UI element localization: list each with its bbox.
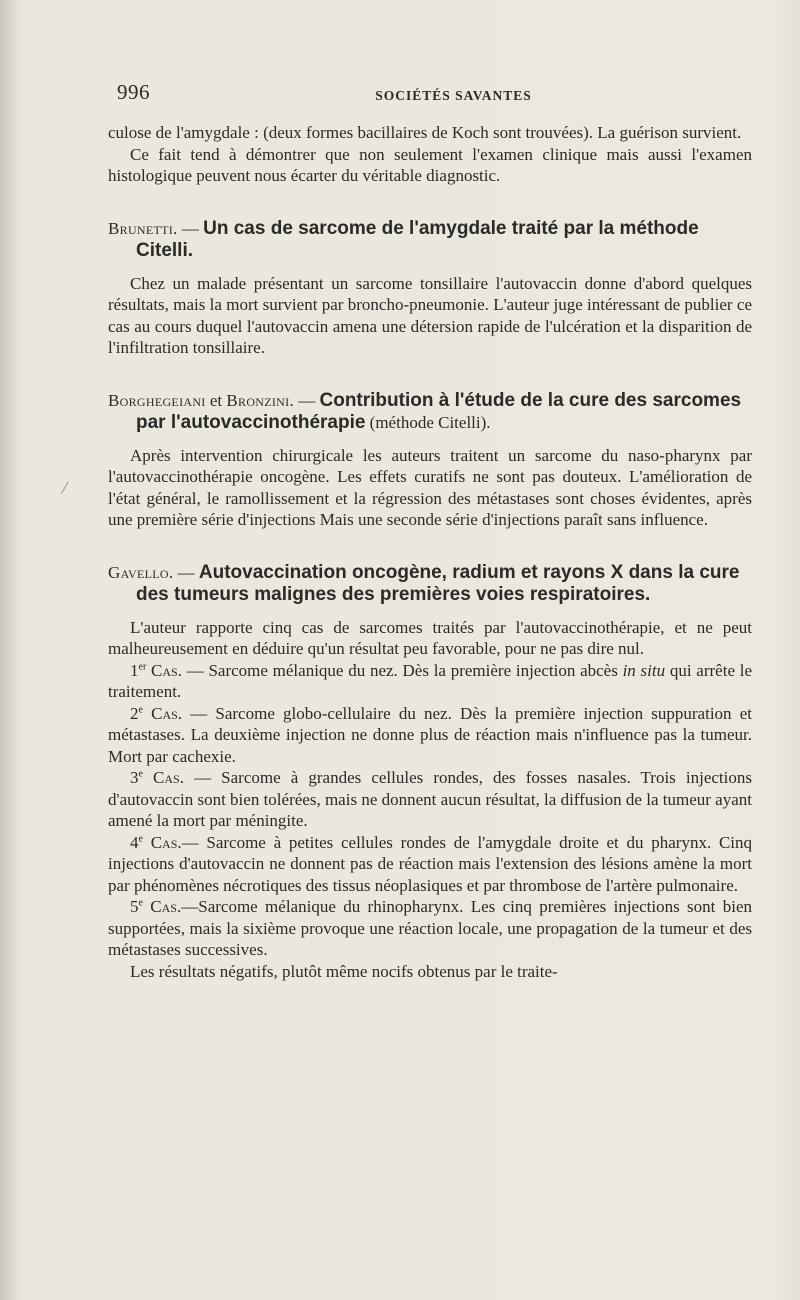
- entry-paragraph: Après intervention chirurgicale les auteurs traitent un sarcome du naso-pharynx par l'autovaccinothérapie oncogène. Les effets curatifs ne sont pas douteux. L'amélioration de l'état général, le ramollissement et la régression des métastases sont choses évidentes, après une première série d'injections Mais une seconde série d'injections paraît sans influence.: [108, 445, 752, 529]
- entry-title: Autovaccination oncogène, radium et rayons X dans la cure des tumeurs malignes des premières voies respiratoires.: [136, 561, 740, 605]
- page-header: [117, 80, 750, 110]
- case-text: — Sarcome à grandes cellules rondes, des fosses nasales. Trois injections d'autovaccin sont bien tolérées, mais ne donnent aucun résultat, la diffusion de la tumeur ayant amené la mort par méningite.: [108, 768, 752, 830]
- entry-heading: [108, 218, 752, 262]
- case-number: 1: [130, 660, 139, 680]
- case-label: Cas.: [153, 768, 184, 787]
- entry-subtitle: (méthode Citelli).: [365, 412, 491, 432]
- entry-title: Contribution à l'étude de la cure des sarcomes par l'autovaccinothérapie: [136, 389, 742, 433]
- case-text: —Sarcome mélanique du rhinopharynx. Les cinq premières injections sont bien supportées, mais la sixième provoque une réaction locale, une propagation de la tumeur et des métastases successives.: [108, 897, 752, 959]
- case-number-suffix: e: [138, 768, 143, 780]
- case-text: — Sarcome à petites cellules rondes de l'amygdale droite et du pharynx. Cinq injections d'autovaccin ne donnent pas de réaction mais l'extension des lésions amène la mort par phénomènes nécrotiques des tissus néoplasiques et par thrombose de l'artère pulmonaire.: [108, 832, 753, 895]
- abstract-entry-borghegeiani: [108, 390, 752, 531]
- case-paragraph: [108, 832, 752, 897]
- page-edge-shadow: [0, 0, 18, 1300]
- running-head: SOCIÉTÉS SAVANTES: [375, 88, 532, 103]
- entry-heading: [108, 390, 752, 434]
- case-label: Cas.: [150, 832, 182, 852]
- case-number-suffix: e: [138, 703, 143, 715]
- case-number-suffix: er: [138, 660, 147, 672]
- closing-paragraph: Les résultats négatifs, plutôt même nocifs obtenus par le traite-: [130, 961, 558, 981]
- intro-paragraph: Ce fait tend à démontrer que non seulement l'examen clinique mais aussi l'examen histologique peuvent nous écarter du véritable diagnostic.: [108, 144, 752, 185]
- case-label: Cas.: [151, 660, 182, 680]
- entry-author: Brunetti.: [108, 218, 178, 238]
- case-text: — Sarcome mélanique du nez. Dès la première injection abcès: [181, 660, 623, 680]
- abstract-entry-brunetti: [108, 218, 752, 359]
- case-number-suffix: e: [138, 832, 143, 844]
- case-paragraph: [108, 767, 752, 832]
- abstract-entry-gavello: [108, 562, 752, 983]
- case-number: 5: [130, 897, 139, 916]
- intro-paragraph-continued: culose de l'amygdale : (deux formes bacillaires de Koch sont trouvées). La guérison survient.: [108, 123, 742, 142]
- page-number: 996: [117, 80, 150, 104]
- case-italic-text: in situ: [622, 660, 666, 680]
- entry-paragraph: Chez un malade présentant un sarcome tonsillaire l'autovaccin donne d'abord quelques résultats, mais la mort survient par broncho-pneumonie. L'auteur juge intéressant de publier ce cas au cours duquel l'autovaccin amena une détersion rapide de l'ulcération et la disparition de l'infiltration tonsillaire.: [108, 273, 752, 357]
- entry-heading: [108, 562, 752, 606]
- case-number-suffix: e: [138, 897, 143, 909]
- case-text-end: qui arrête le traitement.: [108, 660, 753, 701]
- case-paragraph: [108, 896, 752, 961]
- entry-dash: —: [177, 218, 204, 238]
- entry-paragraph: L'auteur rapporte cinq cas de sarcomes traités par l'autovaccinothérapie, et ne peut malheureusement en déduire qu'un résultat peu favorable, pour ne pas dire nul.: [108, 617, 752, 658]
- case-paragraph: [108, 703, 752, 768]
- stray-mark: [61, 481, 74, 497]
- page-body: [108, 122, 752, 982]
- case-number: 4: [130, 832, 139, 852]
- case-text: — Sarcome globo-cellulaire du nez. Dès la première injection suppuration et métastases. La deuxième injection ne donne plus de réaction mais n'influence pas la tumeur. Mort par cachexie.: [108, 703, 752, 766]
- entry-author-connector: et: [205, 390, 227, 410]
- case-number: 3: [130, 768, 139, 787]
- entry-dash: —: [173, 562, 199, 582]
- case-label: Cas.: [151, 703, 183, 723]
- case-label: Cas.: [150, 897, 182, 916]
- case-paragraph: [108, 660, 752, 703]
- entry-author: Gavello.: [108, 562, 174, 582]
- case-number: 2: [130, 703, 139, 723]
- entry-author: Borghegeiani: [108, 390, 206, 410]
- entry-dash: —: [294, 390, 320, 410]
- entry-title: Un cas de sarcome de l'amygdale traité par la méthode Citelli.: [136, 217, 699, 261]
- entry-author-second: Bronzini.: [226, 390, 294, 410]
